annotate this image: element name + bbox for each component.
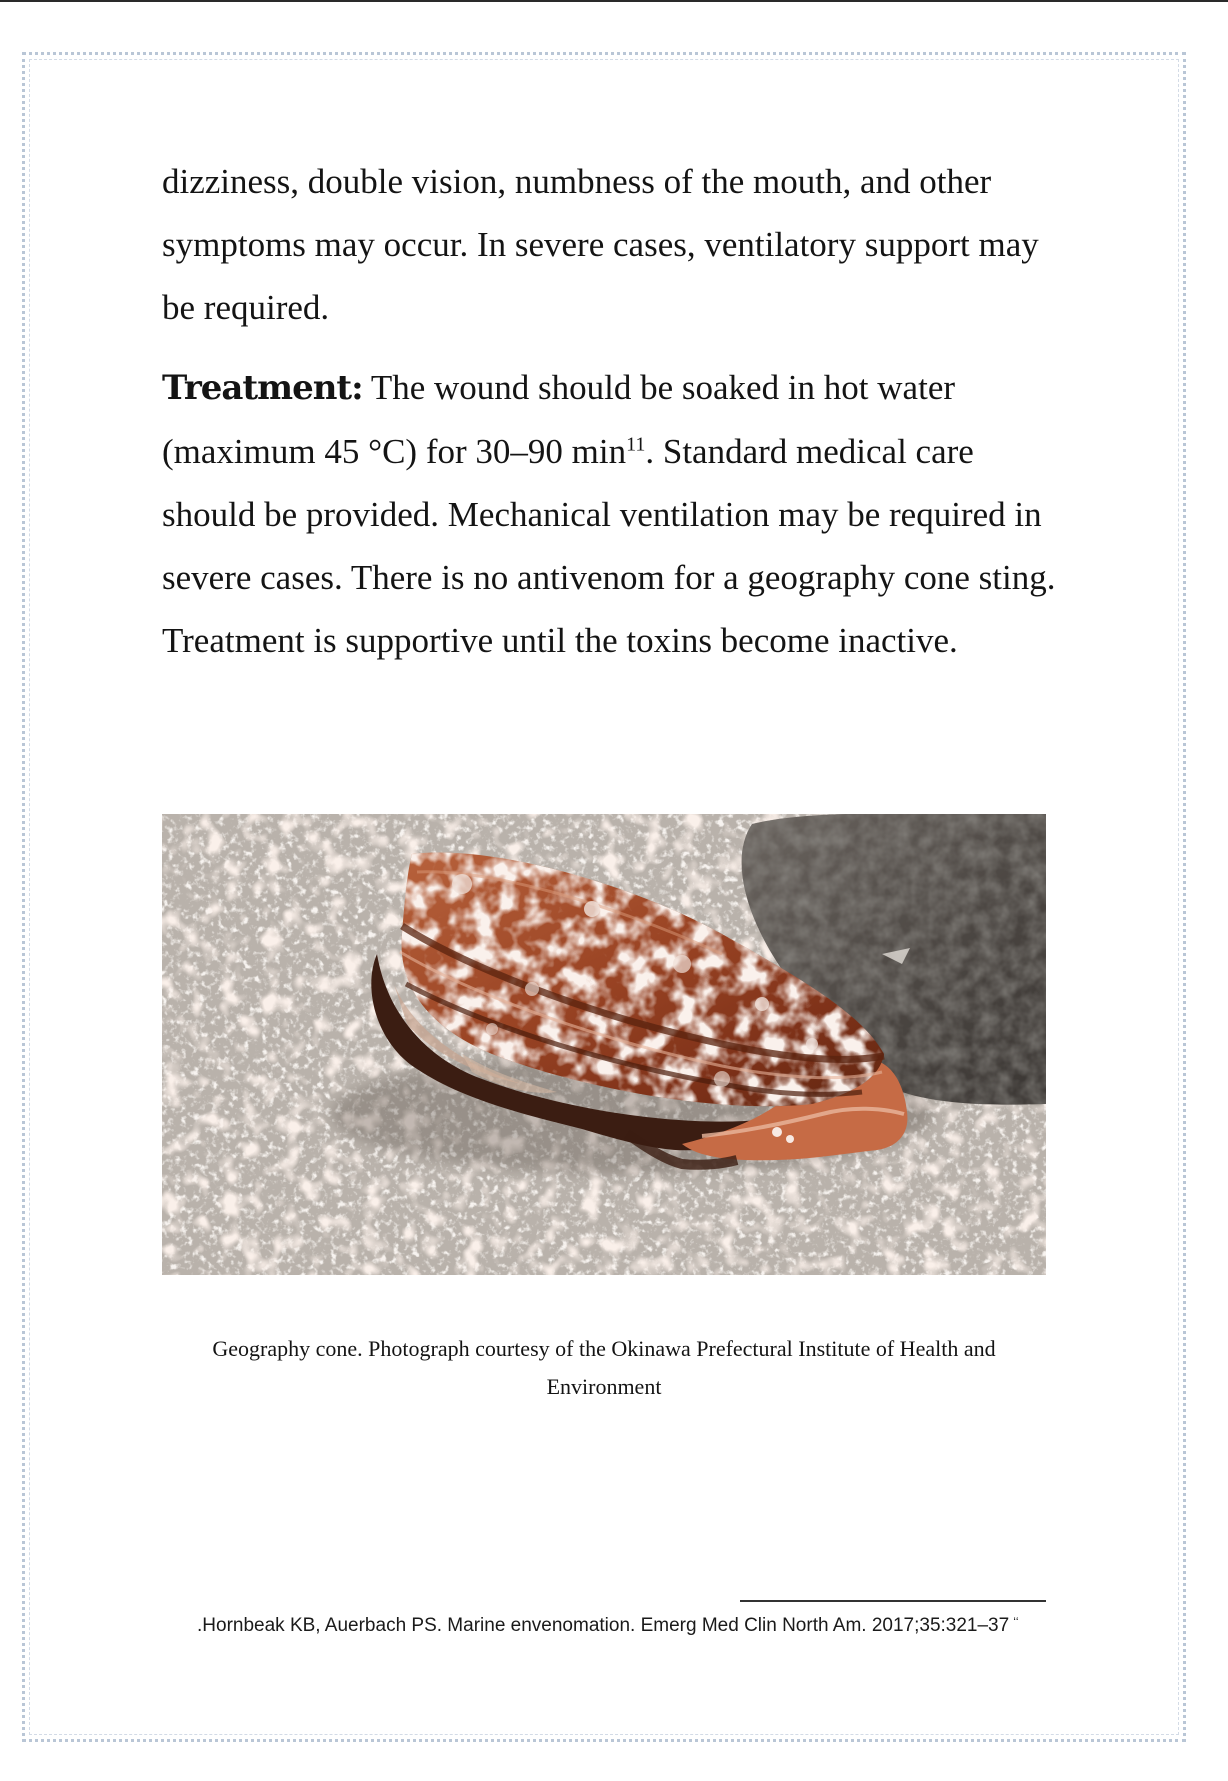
treatment-text-part1: The wound should be soaked in hot water (maximum 45 °C) for 30–90 min — [162, 368, 956, 471]
treatment-text-part2: . Standard medical care should be provided. Mechanical ventilation may be required in severe cases. There is no antivenom for a geography cone sting. Treatment is supportive until the toxins become inactive. — [162, 432, 1056, 660]
geography-cone-photo — [162, 814, 1046, 1275]
reference-marker: 11 — [626, 433, 646, 456]
treatment-colon: : — [351, 368, 363, 408]
footnote-separator — [740, 1600, 1046, 1602]
treatment-label: Treatment — [162, 368, 352, 408]
footnote-text: .Hornbeak KB, Auerbach PS. Marine envenomation. Emerg Med Clin North Am. 2017;35:321–37 — [197, 1615, 1010, 1636]
symptoms-paragraph: dizziness, double vision, numbness of the mouth, and other symptoms may occur. In severe cases, ventilatory support may be required. — [162, 162, 1039, 327]
top-rule — [0, 0, 1228, 2]
treatment-paragraph — [162, 356, 1062, 672]
footnote-marker: ʻʻ — [1013, 1615, 1019, 1629]
figure-caption: Geography cone. Photograph courtesy of the Okinawa Prefectural Institute of Health and Environment — [212, 1336, 996, 1399]
footnote — [197, 1610, 1057, 1642]
